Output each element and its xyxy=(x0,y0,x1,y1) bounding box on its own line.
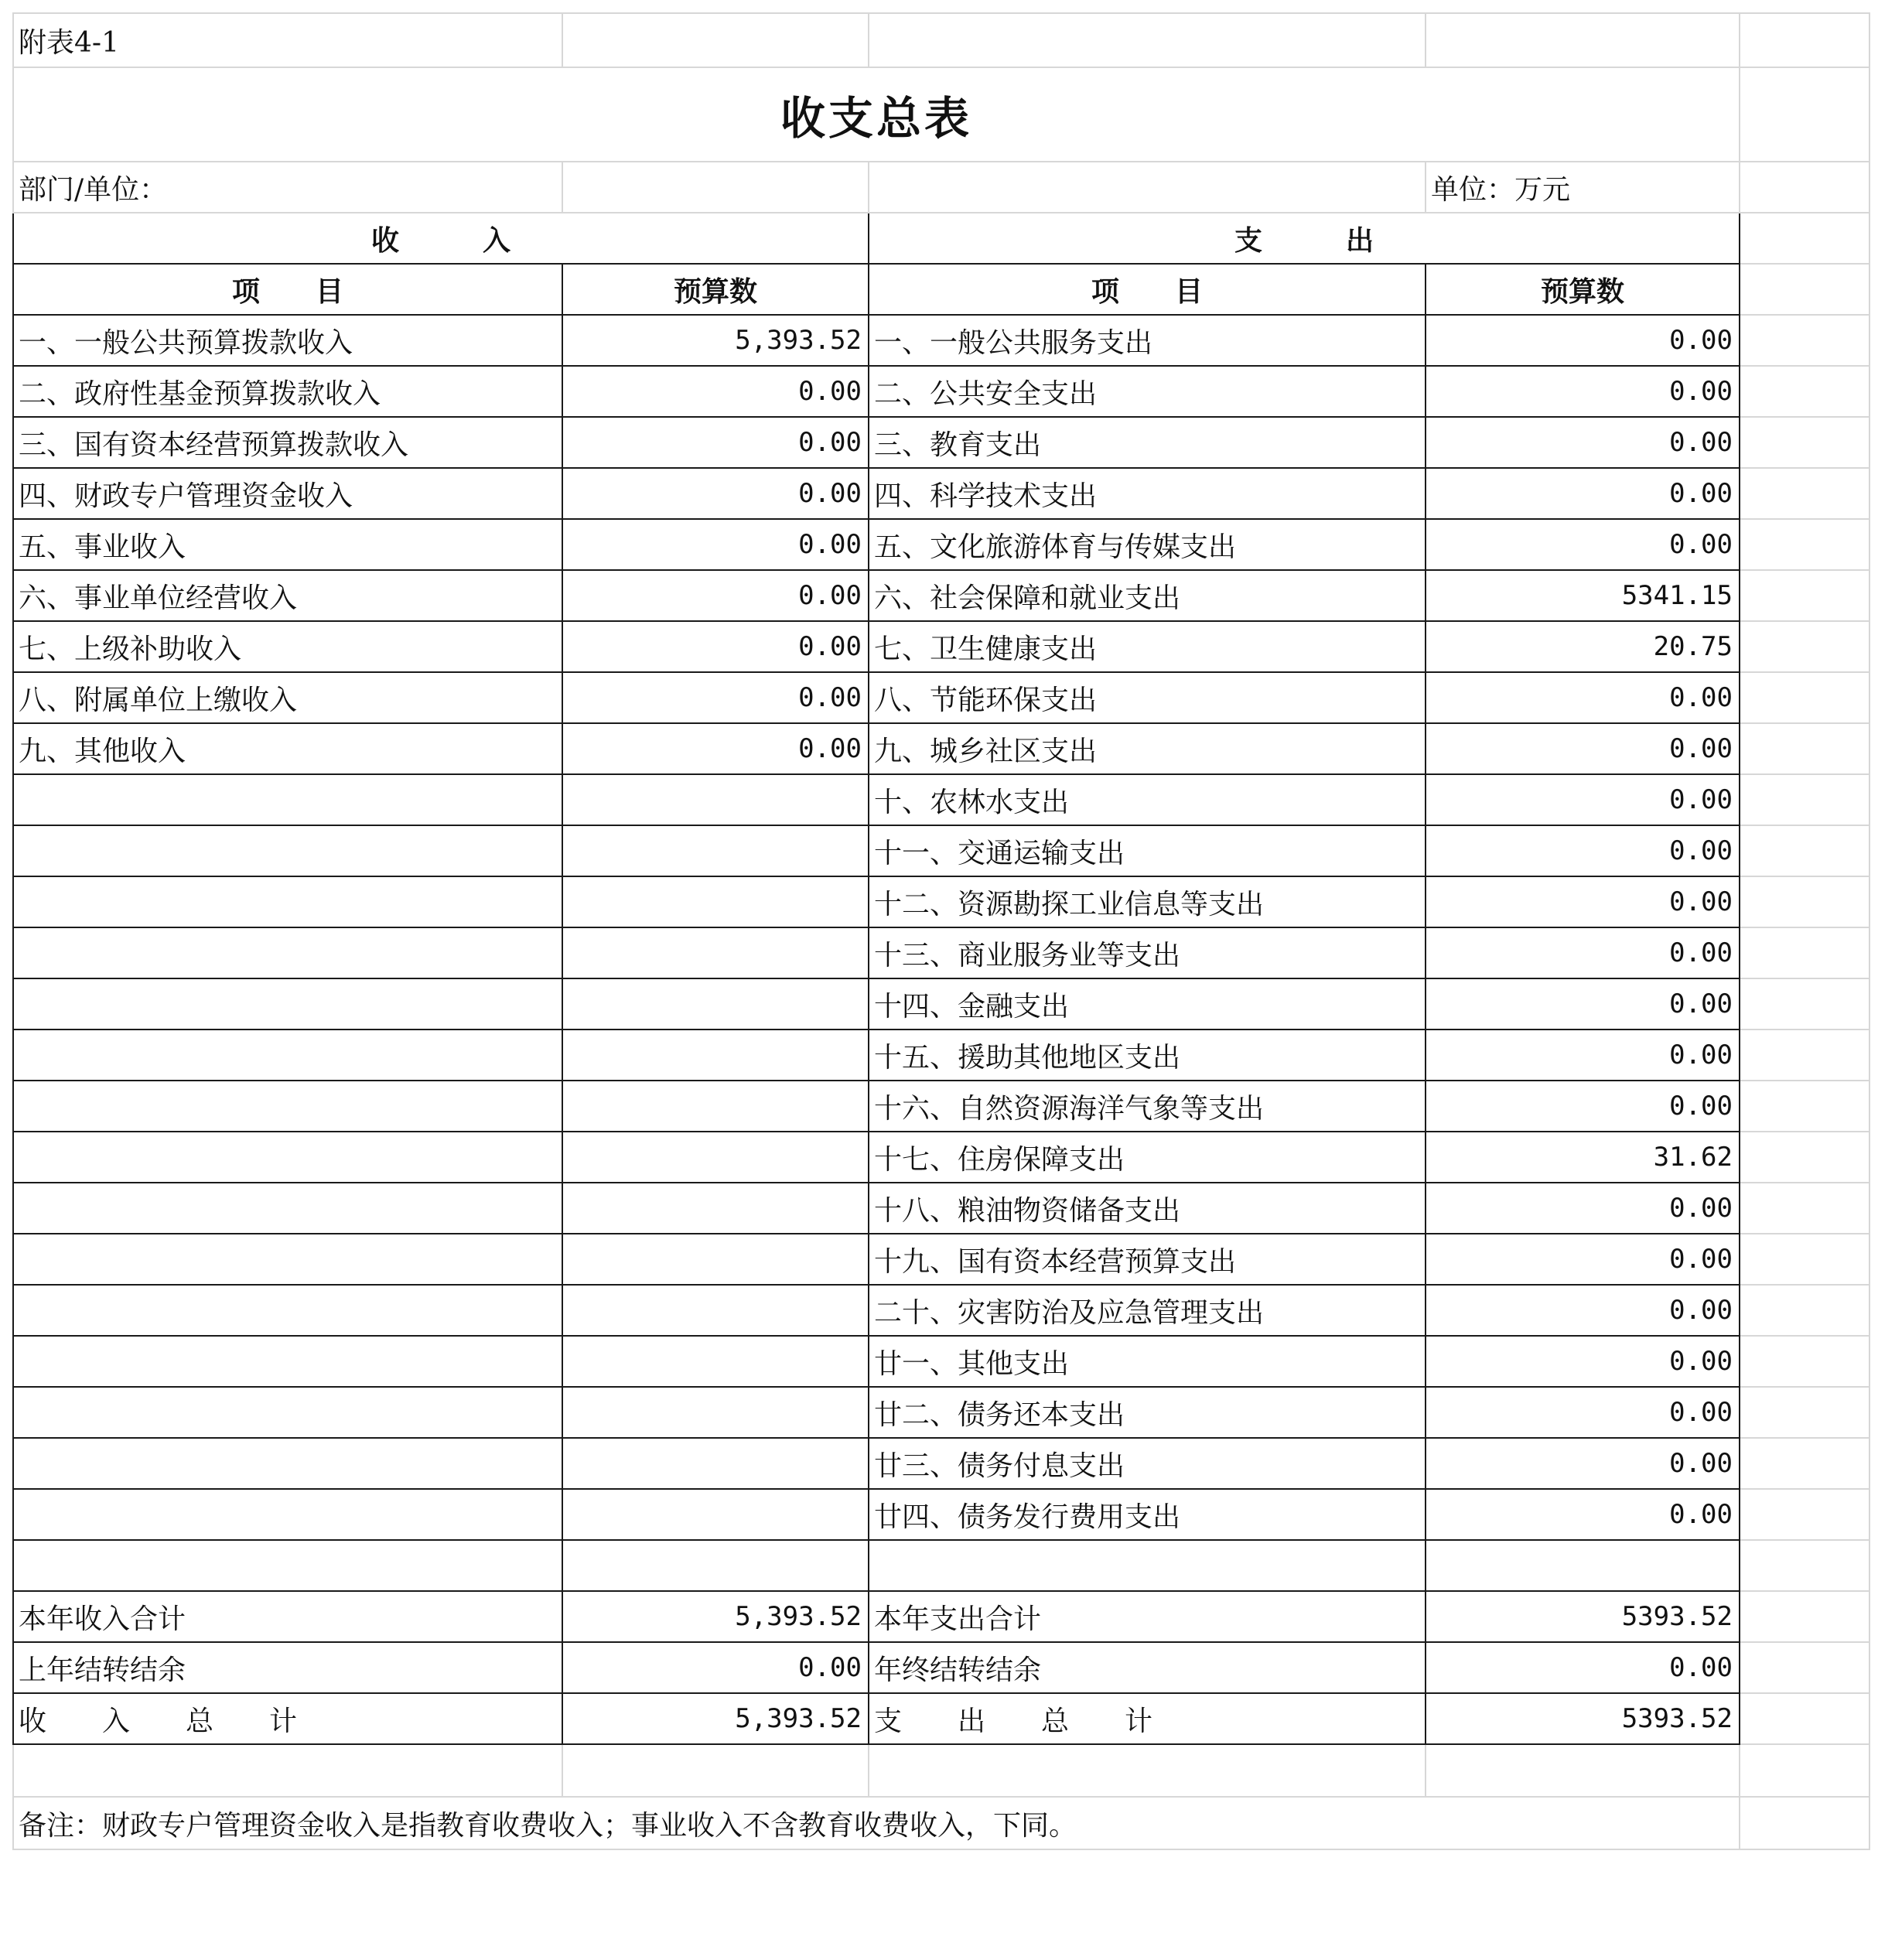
income-item-cell[interactable] xyxy=(13,825,562,876)
expense-item-cell[interactable]: 七、卫生健康支出 xyxy=(869,621,1426,672)
income-value-cell[interactable]: 0.00 xyxy=(562,1642,869,1693)
table-row xyxy=(13,876,1869,927)
income-item-cell[interactable] xyxy=(13,1540,562,1591)
unit-row xyxy=(13,162,1869,213)
income-item-cell[interactable]: 六、事业单位经营收入 xyxy=(13,570,562,621)
expense-budget-header: 预算数 xyxy=(1426,264,1740,315)
table-row xyxy=(13,468,1869,519)
income-value-cell[interactable] xyxy=(562,1438,869,1489)
table-row xyxy=(13,774,1869,825)
expense-item-cell[interactable]: 支 出 总 计 xyxy=(869,1693,1426,1744)
expense-value-cell[interactable]: 0.00 xyxy=(1426,1489,1740,1540)
income-value-cell[interactable] xyxy=(562,1489,869,1540)
table-row xyxy=(13,1234,1869,1285)
page-title: 收支总表 xyxy=(13,67,1740,162)
expense-item-header: 项 目 xyxy=(869,264,1426,315)
empty-cell[interactable] xyxy=(1740,1438,1869,1489)
attachment-label: 附表4-1 xyxy=(13,13,562,67)
empty-cell[interactable] xyxy=(1740,774,1869,825)
income-value-cell[interactable] xyxy=(562,1183,869,1234)
table-row xyxy=(13,570,1869,621)
income-value-cell[interactable] xyxy=(562,1132,869,1183)
footnote-row xyxy=(13,1797,1869,1849)
empty-cell[interactable] xyxy=(1740,1030,1869,1081)
empty-cell[interactable] xyxy=(1740,366,1869,417)
income-item-cell[interactable]: 四、财政专户管理资金收入 xyxy=(13,468,562,519)
expense-item-cell[interactable]: 十六、自然资源海洋气象等支出 xyxy=(869,1081,1426,1132)
title-row xyxy=(13,67,1869,162)
expense-value-cell[interactable]: 0.00 xyxy=(1426,1030,1740,1081)
expense-header: 支 出 xyxy=(869,213,1740,264)
total-row xyxy=(13,1693,1869,1744)
empty-cell[interactable] xyxy=(1740,264,1869,315)
empty-cell[interactable] xyxy=(1740,1285,1869,1336)
income-item-cell[interactable] xyxy=(13,1336,562,1387)
expense-item-cell[interactable]: 十三、商业服务业等支出 xyxy=(869,927,1426,978)
table-row xyxy=(13,723,1869,774)
income-value-cell[interactable]: 0.00 xyxy=(562,570,869,621)
expense-value-cell[interactable]: 0.00 xyxy=(1426,1183,1740,1234)
empty-cell[interactable] xyxy=(1740,1540,1869,1591)
empty-cell[interactable] xyxy=(1740,927,1869,978)
income-item-cell[interactable]: 二、政府性基金预算拨款收入 xyxy=(13,366,562,417)
column-header-row xyxy=(13,264,1869,315)
income-value-cell[interactable]: 0.00 xyxy=(562,366,869,417)
expense-item-cell[interactable]: 九、城乡社区支出 xyxy=(869,723,1426,774)
expense-item-cell[interactable]: 十九、国有资本经营预算支出 xyxy=(869,1234,1426,1285)
expense-item-cell[interactable]: 一、一般公共服务支出 xyxy=(869,315,1426,366)
income-value-cell[interactable]: 0.00 xyxy=(562,672,869,723)
expense-item-cell[interactable]: 六、社会保障和就业支出 xyxy=(869,570,1426,621)
expense-value-cell[interactable]: 0.00 xyxy=(1426,774,1740,825)
empty-cell[interactable] xyxy=(1740,67,1869,162)
income-value-cell[interactable] xyxy=(562,927,869,978)
income-value-cell[interactable]: 0.00 xyxy=(562,468,869,519)
empty-cell[interactable] xyxy=(1426,1744,1740,1797)
expense-item-cell[interactable]: 十一、交通运输支出 xyxy=(869,825,1426,876)
expense-value-cell[interactable]: 0.00 xyxy=(1426,723,1740,774)
income-item-cell[interactable] xyxy=(13,1030,562,1081)
table-row xyxy=(13,672,1869,723)
expense-value-cell[interactable]: 0.00 xyxy=(1426,876,1740,927)
income-item-cell[interactable]: 八、附属单位上缴收入 xyxy=(13,672,562,723)
expense-item-cell[interactable]: 年终结转结余 xyxy=(869,1642,1426,1693)
expense-value-cell[interactable]: 0.00 xyxy=(1426,315,1740,366)
empty-cell[interactable] xyxy=(1740,1081,1869,1132)
expense-value-cell[interactable]: 0.00 xyxy=(1426,1387,1740,1438)
table-row xyxy=(13,1540,1869,1591)
spacer-row xyxy=(13,1744,1869,1797)
empty-cell[interactable] xyxy=(1740,1234,1869,1285)
empty-cell[interactable] xyxy=(869,13,1426,67)
empty-cell[interactable] xyxy=(1740,1183,1869,1234)
empty-cell[interactable] xyxy=(1740,723,1869,774)
income-item-cell[interactable] xyxy=(13,1183,562,1234)
expense-item-cell[interactable]: 本年支出合计 xyxy=(869,1591,1426,1642)
expense-value-cell[interactable]: 0.00 xyxy=(1426,1081,1740,1132)
table-row xyxy=(13,1030,1869,1081)
expense-value-cell[interactable]: 0.00 xyxy=(1426,825,1740,876)
empty-cell[interactable] xyxy=(1426,13,1740,67)
expense-value-cell[interactable]: 5341.15 xyxy=(1426,570,1740,621)
table-row xyxy=(13,1183,1869,1234)
table-row xyxy=(13,978,1869,1030)
expense-value-cell[interactable]: 0.00 xyxy=(1426,1336,1740,1387)
table-row xyxy=(13,621,1869,672)
empty-cell[interactable] xyxy=(1740,1693,1869,1744)
income-item-cell[interactable] xyxy=(13,876,562,927)
income-value-cell[interactable]: 0.00 xyxy=(562,417,869,468)
expense-item-cell[interactable]: 三、教育支出 xyxy=(869,417,1426,468)
expense-item-cell[interactable]: 十二、资源勘探工业信息等支出 xyxy=(869,876,1426,927)
expense-item-cell[interactable]: 十八、粮油物资储备支出 xyxy=(869,1183,1426,1234)
expense-item-cell[interactable]: 十五、援助其他地区支出 xyxy=(869,1030,1426,1081)
income-item-cell[interactable] xyxy=(13,1489,562,1540)
total-row xyxy=(13,1591,1869,1642)
empty-cell[interactable] xyxy=(1740,1132,1869,1183)
table-row xyxy=(13,1336,1869,1387)
income-item-cell[interactable] xyxy=(13,1081,562,1132)
table-row xyxy=(13,315,1869,366)
empty-cell[interactable] xyxy=(1740,1797,1869,1849)
expense-value-cell[interactable]: 0.00 xyxy=(1426,1285,1740,1336)
empty-cell[interactable] xyxy=(1740,213,1869,264)
expense-item-cell[interactable]: 十四、金融支出 xyxy=(869,978,1426,1030)
table-row xyxy=(13,1081,1869,1132)
expense-value-cell[interactable]: 31.62 xyxy=(1426,1132,1740,1183)
attachment-row xyxy=(13,13,1869,67)
income-item-cell[interactable] xyxy=(13,1285,562,1336)
table-row xyxy=(13,519,1869,570)
table-row xyxy=(13,366,1869,417)
income-value-cell[interactable]: 0.00 xyxy=(562,621,869,672)
expense-item-cell[interactable]: 五、文化旅游体育与传媒支出 xyxy=(869,519,1426,570)
expense-item-cell[interactable]: 十、农林水支出 xyxy=(869,774,1426,825)
income-item-cell[interactable]: 五、事业收入 xyxy=(13,519,562,570)
income-item-cell[interactable]: 本年收入合计 xyxy=(13,1591,562,1642)
income-item-cell[interactable] xyxy=(13,1132,562,1183)
expense-value-cell[interactable]: 0.00 xyxy=(1426,1642,1740,1693)
income-value-cell[interactable] xyxy=(562,1285,869,1336)
income-header: 收 入 xyxy=(13,213,869,264)
income-value-cell[interactable]: 5,393.52 xyxy=(562,1693,869,1744)
footnote: 备注：财政专户管理资金收入是指教育收费收入；事业收入不含教育收费收入，下同。 xyxy=(13,1797,1740,1849)
income-value-cell[interactable]: 0.00 xyxy=(562,723,869,774)
empty-cell[interactable] xyxy=(1740,825,1869,876)
expense-value-cell[interactable]: 0.00 xyxy=(1426,1234,1740,1285)
empty-cell[interactable] xyxy=(1740,621,1869,672)
empty-cell[interactable] xyxy=(1740,1744,1869,1797)
expense-item-cell[interactable]: 廿四、债务发行费用支出 xyxy=(869,1489,1426,1540)
income-item-cell[interactable]: 一、一般公共预算拨款收入 xyxy=(13,315,562,366)
empty-cell[interactable] xyxy=(1740,876,1869,927)
income-value-cell[interactable] xyxy=(562,1387,869,1438)
empty-cell[interactable] xyxy=(1740,1489,1869,1540)
empty-cell[interactable] xyxy=(1740,1591,1869,1642)
income-value-cell[interactable]: 5,393.52 xyxy=(562,315,869,366)
empty-cell[interactable] xyxy=(1740,417,1869,468)
dept-label: 部门/单位： xyxy=(13,162,562,213)
income-item-cell[interactable] xyxy=(13,927,562,978)
table-row xyxy=(13,927,1869,978)
table-row xyxy=(13,1438,1869,1489)
income-value-cell[interactable] xyxy=(562,1234,869,1285)
empty-cell[interactable] xyxy=(1740,672,1869,723)
expense-value-cell[interactable]: 0.00 xyxy=(1426,927,1740,978)
empty-cell[interactable] xyxy=(1740,978,1869,1030)
table-row xyxy=(13,1285,1869,1336)
income-item-cell[interactable] xyxy=(13,774,562,825)
empty-cell[interactable] xyxy=(1740,162,1869,213)
income-value-cell[interactable] xyxy=(562,1030,869,1081)
income-item-cell[interactable]: 七、上级补助收入 xyxy=(13,621,562,672)
expense-value-cell[interactable]: 0.00 xyxy=(1426,519,1740,570)
expense-value-cell[interactable]: 0.00 xyxy=(1426,978,1740,1030)
expense-value-cell[interactable] xyxy=(1426,1540,1740,1591)
expense-item-cell[interactable] xyxy=(869,1540,1426,1591)
table-row xyxy=(13,825,1869,876)
table-row xyxy=(13,417,1869,468)
expense-value-cell[interactable]: 5393.52 xyxy=(1426,1591,1740,1642)
section-header-row xyxy=(13,213,1869,264)
income-value-cell[interactable] xyxy=(562,1336,869,1387)
expense-value-cell[interactable]: 20.75 xyxy=(1426,621,1740,672)
empty-cell[interactable] xyxy=(1740,13,1869,67)
empty-cell[interactable] xyxy=(562,13,869,67)
expense-item-cell[interactable]: 四、科学技术支出 xyxy=(869,468,1426,519)
expense-item-cell[interactable]: 二十、灾害防治及应急管理支出 xyxy=(869,1285,1426,1336)
unit-label: 单位：万元 xyxy=(1426,162,1740,213)
empty-cell[interactable] xyxy=(1740,468,1869,519)
income-value-cell[interactable] xyxy=(562,978,869,1030)
empty-cell[interactable] xyxy=(1740,1642,1869,1693)
table-row xyxy=(13,1387,1869,1438)
income-item-cell[interactable]: 三、国有资本经营预算拨款收入 xyxy=(13,417,562,468)
expense-item-cell[interactable]: 十七、住房保障支出 xyxy=(869,1132,1426,1183)
expense-item-cell[interactable]: 廿二、债务还本支出 xyxy=(869,1387,1426,1438)
empty-cell[interactable] xyxy=(562,162,869,213)
expense-value-cell[interactable]: 0.00 xyxy=(1426,417,1740,468)
budget-summary-table xyxy=(12,12,1870,1850)
empty-cell[interactable] xyxy=(1740,1336,1869,1387)
empty-cell[interactable] xyxy=(562,1744,869,1797)
expense-value-cell[interactable]: 0.00 xyxy=(1426,366,1740,417)
empty-cell[interactable] xyxy=(1740,570,1869,621)
table-row xyxy=(13,1489,1869,1540)
expense-item-cell[interactable]: 廿一、其他支出 xyxy=(869,1336,1426,1387)
empty-cell[interactable] xyxy=(13,1744,562,1797)
income-item-header: 项 目 xyxy=(13,264,562,315)
income-value-cell[interactable] xyxy=(562,876,869,927)
expense-value-cell[interactable]: 0.00 xyxy=(1426,468,1740,519)
income-item-cell[interactable] xyxy=(13,1438,562,1489)
expense-item-cell[interactable]: 二、公共安全支出 xyxy=(869,366,1426,417)
empty-cell[interactable] xyxy=(1740,1387,1869,1438)
income-item-cell[interactable]: 上年结转结余 xyxy=(13,1642,562,1693)
income-value-cell[interactable] xyxy=(562,774,869,825)
empty-cell[interactable] xyxy=(869,1744,1426,1797)
empty-cell[interactable] xyxy=(869,162,1426,213)
expense-item-cell[interactable]: 廿三、债务付息支出 xyxy=(869,1438,1426,1489)
empty-cell[interactable] xyxy=(1740,315,1869,366)
income-value-cell[interactable] xyxy=(562,1081,869,1132)
income-value-cell[interactable]: 0.00 xyxy=(562,519,869,570)
total-row xyxy=(13,1642,1869,1693)
expense-value-cell[interactable]: 0.00 xyxy=(1426,672,1740,723)
expense-value-cell[interactable]: 0.00 xyxy=(1426,1438,1740,1489)
expense-item-cell[interactable]: 八、节能环保支出 xyxy=(869,672,1426,723)
expense-value-cell[interactable]: 5393.52 xyxy=(1426,1693,1740,1744)
table-row xyxy=(13,1132,1869,1183)
income-value-cell[interactable] xyxy=(562,825,869,876)
income-budget-header: 预算数 xyxy=(562,264,869,315)
income-item-cell[interactable] xyxy=(13,978,562,1030)
income-item-cell[interactable] xyxy=(13,1387,562,1438)
empty-cell[interactable] xyxy=(1740,519,1869,570)
income-item-cell[interactable]: 收 入 总 计 xyxy=(13,1693,562,1744)
income-value-cell[interactable]: 5,393.52 xyxy=(562,1591,869,1642)
income-value-cell[interactable] xyxy=(562,1540,869,1591)
spreadsheet xyxy=(12,12,1869,1946)
income-item-cell[interactable]: 九、其他收入 xyxy=(13,723,562,774)
income-item-cell[interactable] xyxy=(13,1234,562,1285)
